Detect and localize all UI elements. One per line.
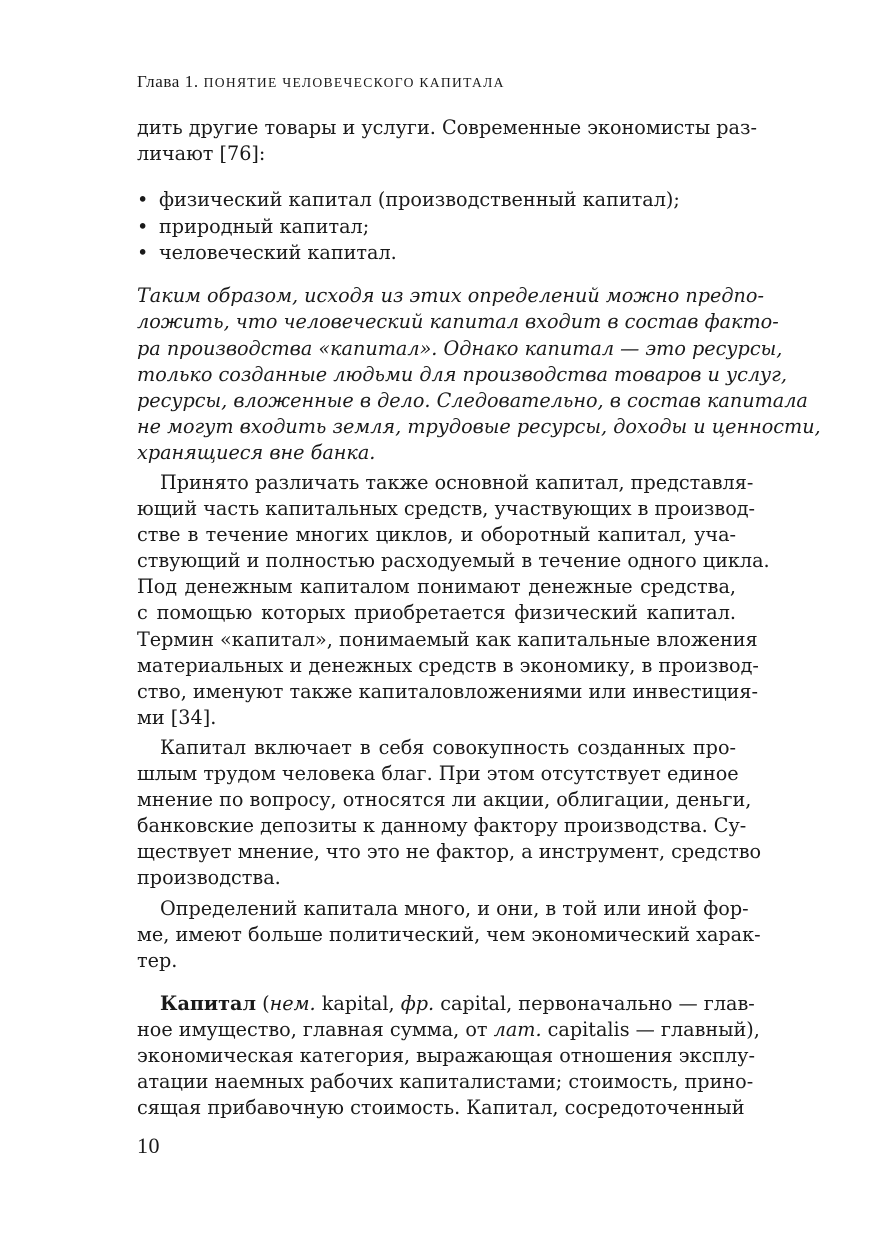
list-item: [137, 240, 736, 266]
text-line: ми [34].: [137, 705, 217, 729]
text-line: мнение по вопросу, относятся ли акции, облигации, деньги,: [137, 788, 752, 812]
text-line: Термин «капитал», понимаемый как капитальные вложения: [137, 627, 758, 651]
list-item-text: физический капитал (производственный капитал);: [159, 188, 680, 212]
text-line: Таким образом, исходя из этих определений можно предпо-: [137, 284, 764, 308]
list-item-text: человеческий капитал.: [159, 240, 397, 264]
bullet-marker: •: [137, 214, 149, 238]
text-line: Принято различать также основной капитал, представля-: [160, 471, 754, 495]
definition-text: ное имущество, главная сумма, от: [137, 1017, 494, 1041]
text-line: [137, 991, 755, 1017]
bullet-list: [137, 187, 736, 266]
text-line: сящая прибавочную стоимость. Капитал, сосредоточенный: [137, 1096, 745, 1120]
abbr-german: нем.: [269, 991, 316, 1015]
paragraph-capital-composition: [137, 735, 762, 892]
text-line: личают [76]:: [137, 142, 266, 166]
bullet-marker: •: [137, 240, 149, 264]
definition-text: capital, первоначально — глав-: [434, 991, 755, 1015]
text-line: только созданные людьми для производства товаров и услуг,: [137, 362, 787, 386]
text-line: ществует мнение, что это не фактор, а инструмент, средство: [137, 840, 762, 864]
paragraph-capital-types: [137, 470, 770, 731]
running-head: [137, 72, 505, 92]
list-item: [137, 187, 736, 213]
text-line: хранящиеся вне банка.: [137, 440, 376, 464]
definition-term: Капитал: [160, 991, 257, 1015]
list-item: [137, 214, 736, 240]
text-line: ме, имеют больше политический, чем экономический харак-: [137, 922, 761, 946]
definition-text: (: [256, 991, 270, 1015]
definition-text: kapital,: [315, 991, 401, 1015]
running-head-title: ПОНЯТИЕ ЧЕЛОВЕЧЕСКОГО КАПИТАЛА: [203, 75, 505, 90]
text-line: Под денежным капиталом понимают денежные средства,: [137, 575, 736, 599]
text-line: [137, 1017, 760, 1043]
text-line: Капитал включает в себя совокупность созданных про-: [160, 735, 736, 759]
text-line: ствующий и полностью расходуемый в течение одного цикла.: [137, 549, 770, 573]
intro-paragraph: [137, 115, 757, 167]
text-line: экономическая категория, выражающая отношения эксплу-: [137, 1043, 755, 1067]
page-body: [137, 115, 821, 1121]
text-line: ресурсы, вложенные в дело. Следовательно, в состав капитала: [137, 388, 808, 412]
list-item-text: природный капитал;: [159, 214, 370, 238]
text-line: банковские депозиты к данному фактору производства. Су-: [137, 814, 747, 838]
text-line: тер.: [137, 948, 178, 972]
text-line: шлым трудом человека благ. При этом отсутствует единое: [137, 762, 739, 786]
text-line: ра производства «капитал». Однако капитал — это ресурсы,: [137, 336, 783, 360]
text-line: атации наемных рабочих капиталистами; стоимость, прино-: [137, 1070, 754, 1094]
abbr-french: фр.: [400, 991, 435, 1015]
text-line: ложить, что человеческий капитал входит в состав факто-: [137, 310, 779, 334]
running-head-chapter: Глава 1.: [137, 72, 199, 91]
bullet-marker: •: [137, 188, 149, 212]
text-line: ство, именуют также капиталовложениями или инвестиция-: [137, 679, 758, 703]
text-line: дить другие товары и услуги. Современные экономисты раз-: [137, 116, 757, 139]
text-line: стве в течение многих циклов, и оборотный капитал, уча-: [137, 523, 736, 547]
italic-paragraph: [137, 283, 821, 466]
text-line: ющий часть капитальных средств, участвующих в производ-: [137, 497, 756, 521]
book-page: [137, 0, 821, 1240]
text-line: Определений капитала много, и они, в той или иной фор-: [160, 896, 749, 920]
page-number: 10: [137, 1133, 160, 1158]
text-line: производства.: [137, 866, 281, 890]
definition-text: capitalis — главный),: [541, 1017, 760, 1041]
paragraph-definitions: [137, 896, 761, 974]
text-line: с помощью которых приобретается физический капитал.: [137, 601, 736, 625]
text-line: материальных и денежных средств в экономику, в производ-: [137, 653, 759, 677]
text-line: не могут входить земля, трудовые ресурсы, доходы и ценности,: [137, 414, 821, 438]
capital-definition: [137, 991, 760, 1121]
abbr-latin: лат.: [493, 1017, 542, 1041]
